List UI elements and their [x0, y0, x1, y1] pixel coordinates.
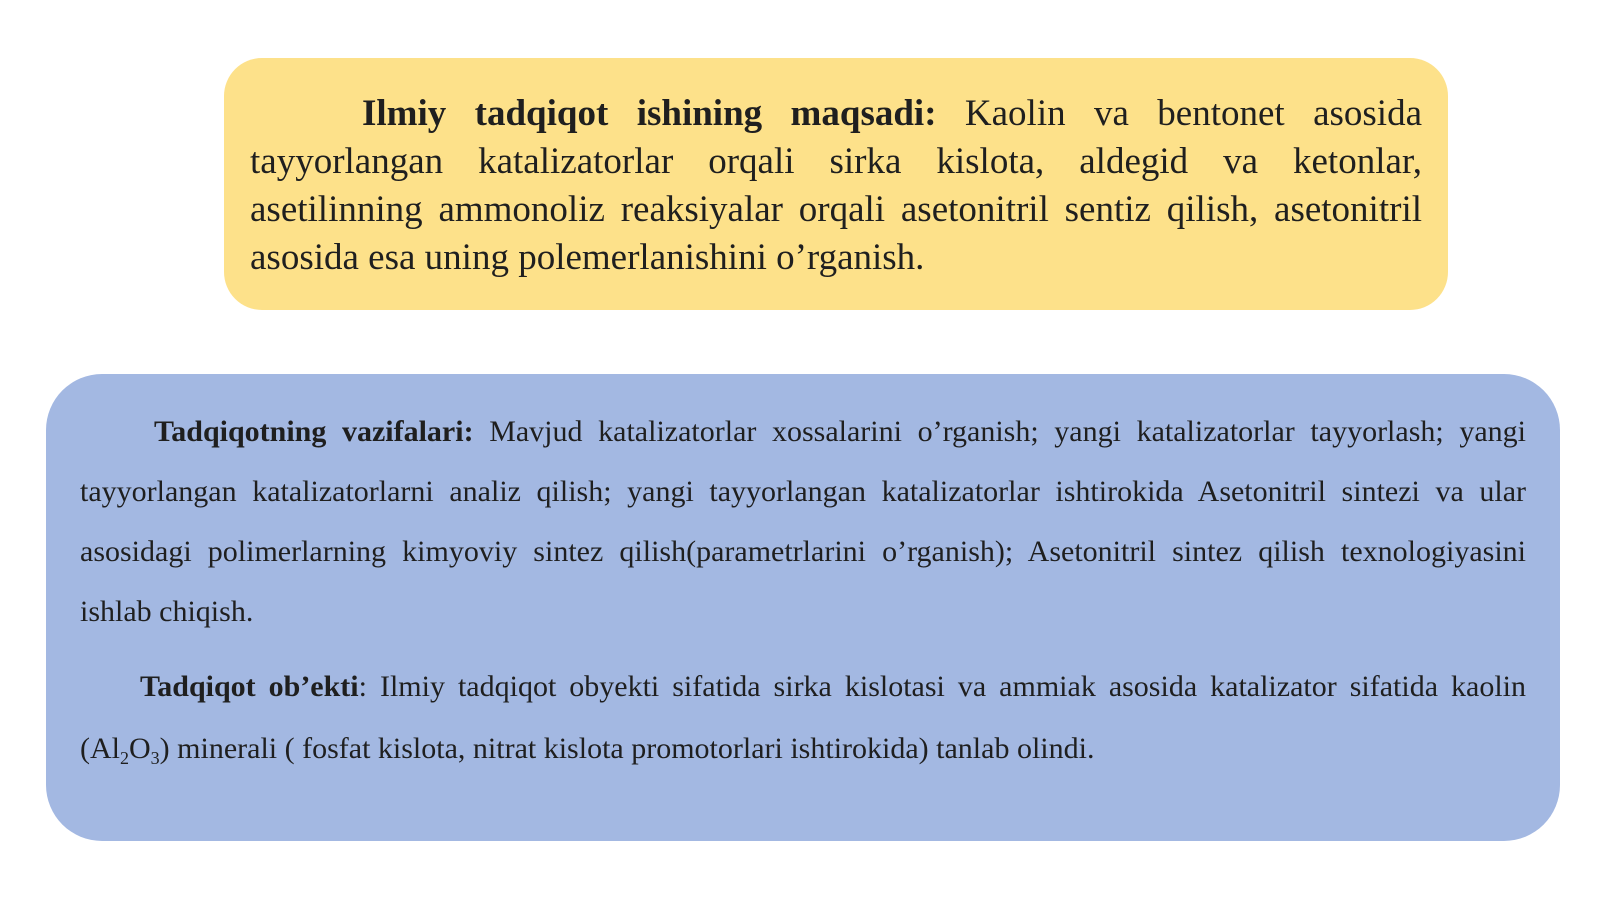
formula-subscript-3: 3 — [150, 748, 160, 768]
research-object-paragraph — [80, 656, 1526, 780]
research-tasks-text: Mavjud katalizatorlar xossalarini o’rganish; yangi katalizatorlar tayyorlash; yangi tayyorlangan katalizatorlarni analiz qilish; yangi tayyorlangan katalizatorlar ishtirokida Asetonitril sintezi va ular asosidagi polimerlarning kimyoviy sintez qilish(parametrlarini o’rganish); Asetonitril sintez qilish texnologiyasini ishlab chiqish. — [80, 415, 1526, 628]
research-object-text-end: ) minerali ( fosfat kislota, nitrat kislota promotorlari ishtirokida) tanlab olindi. — [159, 732, 1095, 765]
research-object-heading: Tadqiqot ob’ekti — [140, 670, 359, 703]
research-goal-heading: Ilmiy tadqiqot ishining maqsadi: — [362, 93, 937, 134]
formula-oxygen: O — [129, 732, 151, 765]
formula-subscript-2: 2 — [120, 748, 129, 768]
research-tasks-paragraph — [80, 402, 1526, 642]
research-goal-text: Kaolin va bentonet asosida tayyorlangan katalizatorlar orqali sirka kislota, aldegid va ketonlar, asetilinning ammonoliz reaksiyalar orqali asetonitril sentiz qilish, asetonitril asosida esa uning polemerlanishini o’rganish. — [250, 93, 1423, 278]
research-goal-box — [224, 58, 1448, 310]
research-tasks-heading: Tadqiqotning vazifalari: — [154, 415, 474, 448]
research-tasks-box — [46, 374, 1560, 841]
research-goal-paragraph — [250, 90, 1422, 282]
research-object-text-start: : Ilmiy tadqiqot obyekti sifatida sirka kislotasi va ammiak asosida katalizator sifatida kaolin (Al — [80, 670, 1526, 765]
